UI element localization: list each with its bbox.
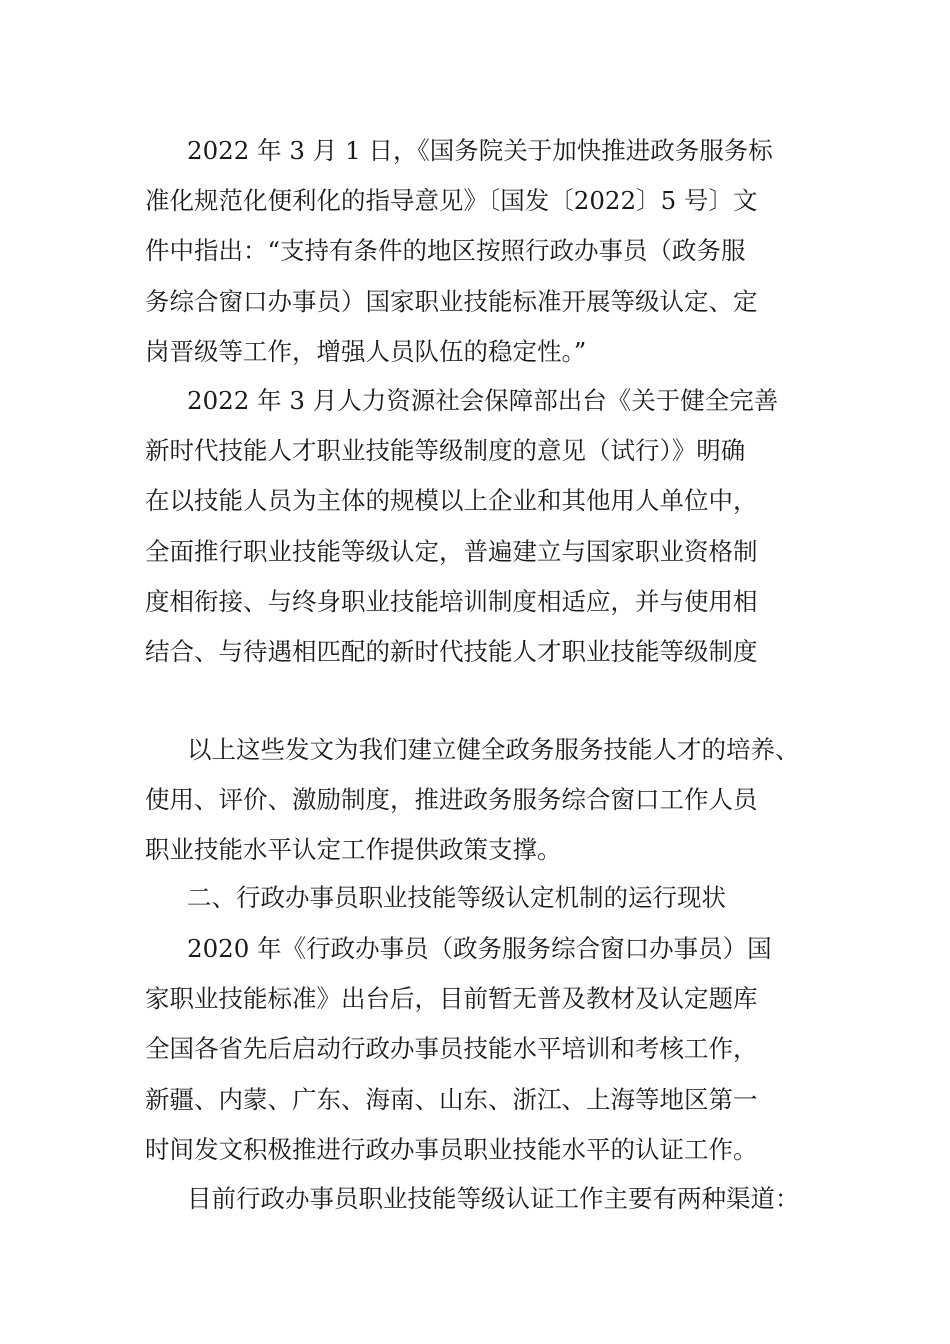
text-line: 时间发文积极推进行政办事员职业技能水平的认证工作。 [145,1134,758,1164]
text-line: 职业技能水平认定工作提供政策支撑。 [145,835,562,865]
text-line: 在以技能人员为主体的规模以上企业和其他用人单位中， [145,486,758,516]
text-line: 2020 年《行政办事员（政务服务综合窗口办事员）国 [187,934,772,963]
text-line: 2022 年 3 月 1 日，《国务院关于加快推进政务服务标 [187,136,773,165]
paragraph-policy-hrss [145,376,845,677]
text-line: 以上这些发文为我们建立健全政务服务技能人才的培养、 [187,735,800,764]
text-line: 准化规范化便利化的指导意见》〔国发〔2022〕5 号〕文 [145,186,758,216]
text-line: 使用、评价、激励制度，推进政务服务综合窗口工作人员 [145,785,758,815]
text-line: 目前行政办事员职业技能等级认证工作主要有两种渠道： [187,1184,800,1213]
text-line: 度相衔接、与终身职业技能培训制度相适应，并与使用相 [145,586,758,616]
paragraph-channels [145,1174,845,1224]
section-heading [145,873,845,923]
paragraph-policy-state-council [145,126,845,377]
text-line: 务综合窗口办事员）国家职业技能标准开展等级认定、定 [145,286,758,316]
paragraph-policy-support [145,725,845,876]
text-line: 2022 年 3 月人力资源社会保障部出台《关于健全完善 [187,386,779,415]
heading-text: 二、行政办事员职业技能等级认定机制的运行现状 [187,883,726,912]
text-line: 新疆、内蒙、广东、海南、山东、浙江、上海等地区第一 [145,1084,758,1114]
text-line: 新时代技能人才职业技能等级制度的意见（试行）》明确 [145,436,746,466]
text-line: 全国各省先后启动行政办事员技能水平培训和考核工作， [145,1034,758,1064]
text-line: 岗晋级等工作，增强人员队伍的稳定性。” [145,336,587,366]
text-line: 全面推行职业技能等级认定，普遍建立与国家职业资格制 [145,536,758,566]
paragraph-current-status [145,924,845,1175]
text-line: 件中指出：“支持有条件的地区按照行政办事员（政务服 [145,236,746,266]
text-line: 家职业技能标准》出台后，目前暂无普及教材及认定题库 [145,984,758,1014]
text-line: 结合、与待遇相匹配的新时代技能人才职业技能等级制度 [145,636,758,666]
